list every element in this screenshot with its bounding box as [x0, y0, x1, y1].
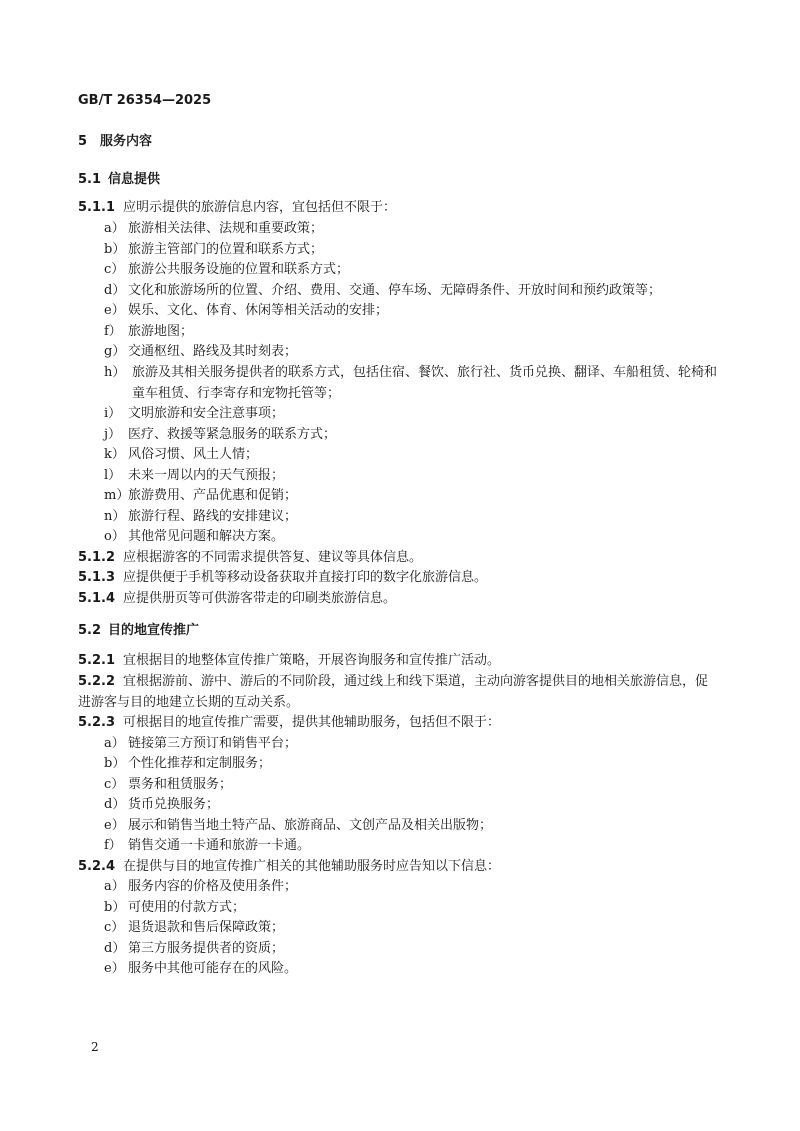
item-text: 链接第三方预订和销售平台； — [128, 736, 298, 751]
list-item — [104, 815, 718, 836]
item-label: a） — [104, 221, 125, 236]
list-item — [104, 897, 718, 918]
item-text: 旅游地图； — [128, 324, 194, 339]
clause-number: 5.1.3 — [78, 570, 116, 585]
item-label: e） — [104, 961, 125, 976]
clause-text: 在提供与目的地宣传推广相关的其他辅助服务时应告知以下信息： — [123, 859, 501, 874]
item-text: 可使用的付款方式； — [128, 900, 246, 915]
item-label: d） — [104, 797, 126, 812]
item-text: 服务中其他可能存在的风险。 — [128, 961, 298, 976]
clause-number: 5.2.1 — [78, 653, 116, 668]
item-label: f） — [104, 838, 122, 853]
item-label: b） — [104, 242, 126, 257]
item-label: i） — [104, 406, 122, 421]
item-label: d） — [104, 941, 126, 956]
list-item — [104, 835, 718, 856]
list-item — [104, 321, 718, 342]
item-label: e） — [104, 818, 125, 833]
item-text: 交通枢纽、路线及其时刻表； — [128, 344, 298, 359]
list-item — [104, 733, 718, 754]
item-text: 个性化推荐和定制服务； — [128, 756, 272, 771]
section-5-heading — [78, 130, 152, 149]
clause-5-1-1 — [78, 197, 718, 218]
standard-number: GB/T 26354—2025 — [78, 93, 212, 108]
clause-number: 5.2.2 — [78, 674, 116, 689]
item-label: a） — [104, 879, 125, 894]
item-label: a） — [104, 736, 125, 751]
section-number: 5 — [78, 134, 88, 149]
item-label: j） — [104, 427, 122, 442]
item-text: 未来一周以内的天气预报； — [128, 468, 285, 483]
item-label: m） — [104, 488, 130, 503]
item-text: 旅游主管部门的位置和联系方式； — [128, 242, 324, 257]
item-text: 旅游费用、产品优惠和促销； — [128, 488, 298, 503]
item-text: 货币兑换服务； — [128, 797, 220, 812]
section-number: 5.2 — [78, 623, 102, 638]
list-item — [104, 753, 718, 774]
clause-text: 可根据目的地宣传推广需要，提供其他辅助服务，包括但不限于： — [123, 715, 501, 730]
item-text: 娱乐、文化、体育、休闲等相关活动的安排； — [128, 303, 389, 318]
item-text: 展示和销售当地土特产品、旅游商品、文创产品及相关出版物； — [128, 818, 493, 833]
list-item — [104, 526, 718, 547]
list-item — [104, 424, 718, 445]
list-item — [104, 876, 718, 897]
list-item — [104, 300, 718, 321]
list-item — [104, 465, 718, 486]
clause-number: 5.2.4 — [78, 859, 116, 874]
item-label: b） — [104, 756, 126, 771]
list-item — [104, 239, 718, 260]
item-text: 销售交通一卡通和旅游一卡通。 — [128, 838, 311, 853]
list-item — [104, 794, 718, 815]
section-5-1-heading — [78, 168, 160, 187]
clause-5-2-4 — [78, 856, 718, 877]
clause-text: 应根据游客的不同需求提供答复、建议等具体信息。 — [123, 550, 423, 565]
item-text: 旅游公共服务设施的位置和联系方式； — [128, 262, 350, 277]
clause-text: 宜根据目的地整体宣传推广策略，开展咨询服务和宣传推广活动。 — [123, 653, 501, 668]
clause-5-2-3 — [78, 712, 718, 733]
section-5-2-heading — [78, 619, 199, 638]
list-item — [104, 506, 718, 527]
section-title: 目的地宣传推广 — [108, 623, 200, 638]
list-item — [104, 917, 718, 938]
list-item — [104, 938, 718, 959]
clause-number: 5.1.4 — [78, 591, 116, 606]
clause-5-1-4 — [78, 588, 718, 609]
item-label: d） — [104, 283, 126, 298]
section-title: 服务内容 — [100, 134, 153, 149]
item-text: 退货退款和售后保障政策； — [128, 920, 285, 935]
list-item — [104, 958, 718, 979]
item-text: 医疗、救援等紧急服务的联系方式； — [128, 427, 337, 442]
item-text: 文化和旅游场所的位置、介绍、费用、交通、停车场、无障碍条件、开放时间和预约政策等； — [128, 283, 662, 298]
item-label: c） — [104, 920, 125, 935]
item-label: b） — [104, 900, 126, 915]
item-label: o） — [104, 529, 125, 544]
item-label: l） — [104, 468, 122, 483]
item-label: c） — [104, 262, 125, 277]
item-text: 第三方服务提供者的资质； — [128, 941, 285, 956]
item-label: h） — [104, 365, 126, 380]
list-item — [104, 362, 718, 404]
item-text: 文明旅游和安全注意事项； — [128, 406, 285, 421]
clause-number: 5.1.1 — [78, 200, 116, 215]
item-text: 风俗习惯、风土人情； — [128, 447, 259, 462]
clause-number: 5.1.2 — [78, 550, 116, 565]
list-item — [104, 259, 718, 280]
clause-number: 5.2.3 — [78, 715, 116, 730]
item-label: c） — [104, 777, 125, 792]
clause-5-1-3 — [78, 567, 718, 588]
clause-text: 应明示提供的旅游信息内容，宜包括但不限于： — [123, 200, 397, 215]
item-label: k） — [104, 447, 125, 462]
item-text: 其他常见问题和解决方案。 — [128, 529, 285, 544]
list-item — [104, 403, 718, 424]
item-label: g） — [104, 344, 126, 359]
clause-5-1-2 — [78, 547, 718, 568]
list-item — [104, 280, 718, 301]
list-item — [104, 485, 718, 506]
item-label: f） — [104, 324, 122, 339]
item-text: 旅游行程、路线的安排建议； — [128, 509, 298, 524]
list-item — [104, 218, 718, 239]
item-label: e） — [104, 303, 125, 318]
clause-5-2-2 — [78, 671, 718, 713]
clause-5-2-1 — [78, 650, 718, 671]
clause-text: 应提供册页等可供游客带走的印刷类旅游信息。 — [123, 591, 397, 606]
item-text: 旅游及其相关服务提供者的联系方式，包括住宿、餐饮、旅行社、货币兑换、翻译、车船租赁、轮椅和童车租赁、行李寄存和宠物托管等； — [132, 365, 718, 401]
list-item — [104, 444, 718, 465]
item-text: 服务内容的价格及使用条件； — [128, 879, 298, 894]
clause-text: 宜根据游前、游中、游后的不同阶段，通过线上和线下渠道，主动向游客提供目的地相关旅游信息，促进游客与目的地建立长期的互动关系。 — [78, 674, 709, 710]
list-item — [104, 774, 718, 795]
list-item — [104, 341, 718, 362]
section-title: 信息提供 — [108, 172, 161, 187]
item-text: 旅游相关法律、法规和重要政策； — [128, 221, 324, 236]
item-text: 票务和租赁服务； — [128, 777, 233, 792]
page-number: 2 — [91, 1040, 99, 1054]
clause-text: 应提供便于手机等移动设备获取并直接打印的数字化旅游信息。 — [123, 570, 488, 585]
item-label: n） — [104, 509, 126, 524]
section-number: 5.1 — [78, 172, 102, 187]
